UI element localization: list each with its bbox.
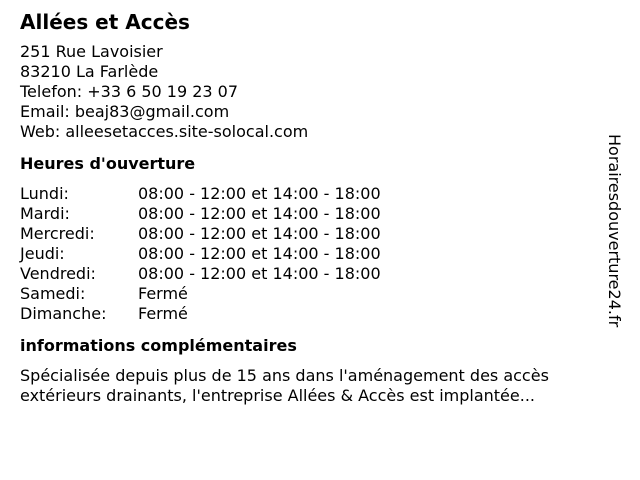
day-label: Samedi: xyxy=(20,284,86,303)
business-card xyxy=(20,10,616,406)
hours-row-mercredi xyxy=(20,224,616,244)
hours-table xyxy=(20,184,616,324)
hours-row-jeudi xyxy=(20,244,616,264)
day-hours: Fermé xyxy=(138,304,188,323)
side-brand-watermark: Horairesdouverture24.fr xyxy=(605,134,624,328)
info-description: Spécialisée depuis plus de 15 ans dans l'aménagement des accès extérieurs drainants, l'entreprise Allées & Accès est implantée... xyxy=(20,366,549,405)
website-line: Web: alleesetacces.site-solocal.com xyxy=(20,122,309,141)
day-hours: 08:00 - 12:00 et 14:00 - 18:00 xyxy=(138,204,381,223)
day-label: Vendredi: xyxy=(20,264,96,283)
day-hours: 08:00 - 12:00 et 14:00 - 18:00 xyxy=(138,184,381,203)
address-city: 83210 La Farlède xyxy=(20,62,159,81)
hours-heading: Heures d'ouverture xyxy=(20,154,196,173)
day-hours: 08:00 - 12:00 et 14:00 - 18:00 xyxy=(138,244,381,263)
hours-row-samedi xyxy=(20,284,616,304)
day-label: Jeudi: xyxy=(20,244,65,263)
day-label: Mardi: xyxy=(20,204,70,223)
day-hours: 08:00 - 12:00 et 14:00 - 18:00 xyxy=(138,264,381,283)
hours-row-lundi xyxy=(20,184,616,204)
day-hours: Fermé xyxy=(138,284,188,303)
business-name: Allées et Accès xyxy=(20,10,190,34)
day-label: Mercredi: xyxy=(20,224,95,243)
day-label: Dimanche: xyxy=(20,304,107,323)
hours-row-mardi xyxy=(20,204,616,224)
address-street: 251 Rue Lavoisier xyxy=(20,42,163,61)
hours-row-dimanche xyxy=(20,304,616,324)
phone-line: Telefon: +33 6 50 19 23 07 xyxy=(20,82,239,101)
day-hours: 08:00 - 12:00 et 14:00 - 18:00 xyxy=(138,224,381,243)
email-line: Email: beaj83@gmail.com xyxy=(20,102,230,121)
day-label: Lundi: xyxy=(20,184,69,203)
hours-row-vendredi xyxy=(20,264,616,284)
info-heading: informations complémentaires xyxy=(20,336,297,355)
